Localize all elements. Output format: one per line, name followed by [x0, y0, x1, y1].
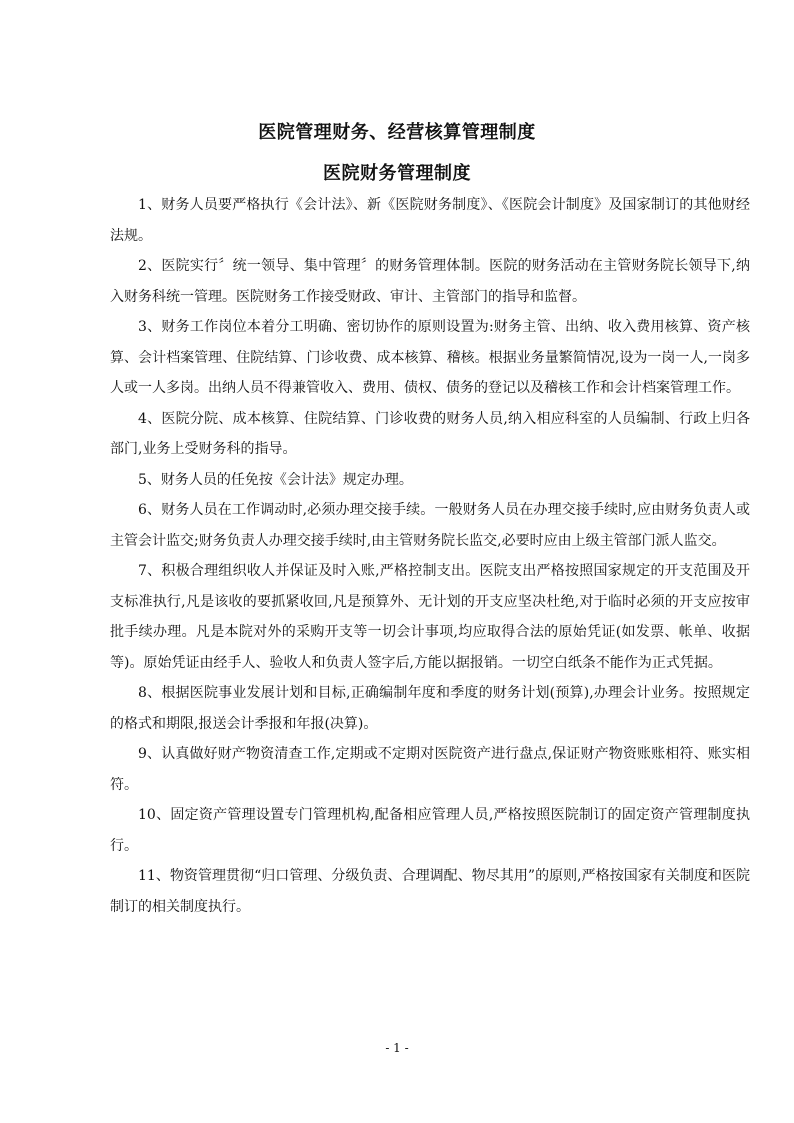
- paragraph-6: 6、财务人员在工作调动时,必须办理交接手续。一般财务人员在办理交接手续时,应由财务负责人或主管会计监交;财务负责人办理交接手续时,由主管财务院长监交,必要时应由上级主管部门派人监交。: [110, 502, 750, 549]
- paragraph-8: 8、根据医院事业发展计划和目标,正确编制年度和季度的财务计划(预算),办理会计业务。按照规定的格式和期限,报送会计季报和年报(决算)。: [110, 685, 750, 732]
- paragraph-4: 4、医院分院、成本核算、住院结算、门诊收费的财务人员,纳入相应科室的人员编制、行政上归各部门,业务上受财务科的指导。: [110, 410, 750, 457]
- document-title: 医院管理财务、经营核算管理制度: [258, 122, 536, 143]
- paragraph-3: 3、财务工作岗位本着分工明确、密切协作的原则设置为:财务主管、出纳、收入费用核算、资产核算、会计档案管理、住院结算、门诊收费、成本核算、稽核。根据业务量繁简情况,设为一岗一人,一岗多人或一人多岗。出纳人员不得兼管收入、费用、债权、债务的登记以及稽核工作和会计档案管理工作。: [110, 319, 750, 396]
- paragraph-5: 5、财务人员的任免按《会计法》规定办理。: [138, 471, 413, 488]
- paragraph-9: 9、认真做好财产物资清查工作,定期或不定期对医院资产进行盘点,保证财产物资账账相符、账实相符。: [110, 746, 750, 793]
- paragraph-1: 1、财务人员要严格执行《会计法》、新《医院财务制度》、《医院会计制度》及国家制订的其他财经法规。: [110, 197, 750, 244]
- document-body: [110, 190, 750, 922]
- page-number: - 1 -: [385, 1041, 409, 1055]
- paragraph-10: 10、固定资产管理设置专门管理机构,配备相应管理人员,严格按照医院制订的固定资产管理制度执行。: [110, 807, 750, 854]
- paragraph-7: 7、积极合理组织收人并保证及时入账,严格控制支出。医院支出严格按照国家规定的开支范围及开支标准执行,凡是该收的要抓紧收回,凡是预算外、无计划的开支应坚决杜绝,对于临时必须的开支应按审批手续办理。凡是本院对外的采购开支等一切会计事项,均应取得合法的原始凭证(如发票、帐单、收据等)。原始凭证由经手人、验收人和负责人签字后,方能以据报销。一切空白纸条不能作为正式凭据。: [110, 563, 750, 671]
- paragraph-2: 2、医院实行〞统一领导、集中管理〞的财务管理体制。医院的财务活动在主管财务院长领导下,纳入财务科统一管理。医院财务工作接受财政、审计、主管部门的指导和监督。: [110, 258, 750, 305]
- paragraph-11: 11、物资管理贯彻“归口管理、分级负责、合理调配、物尽其用”的原则,严格按国家有关制度和医院制订的相关制度执行。: [110, 868, 750, 915]
- document-subtitle: 医院财务管理制度: [323, 163, 471, 184]
